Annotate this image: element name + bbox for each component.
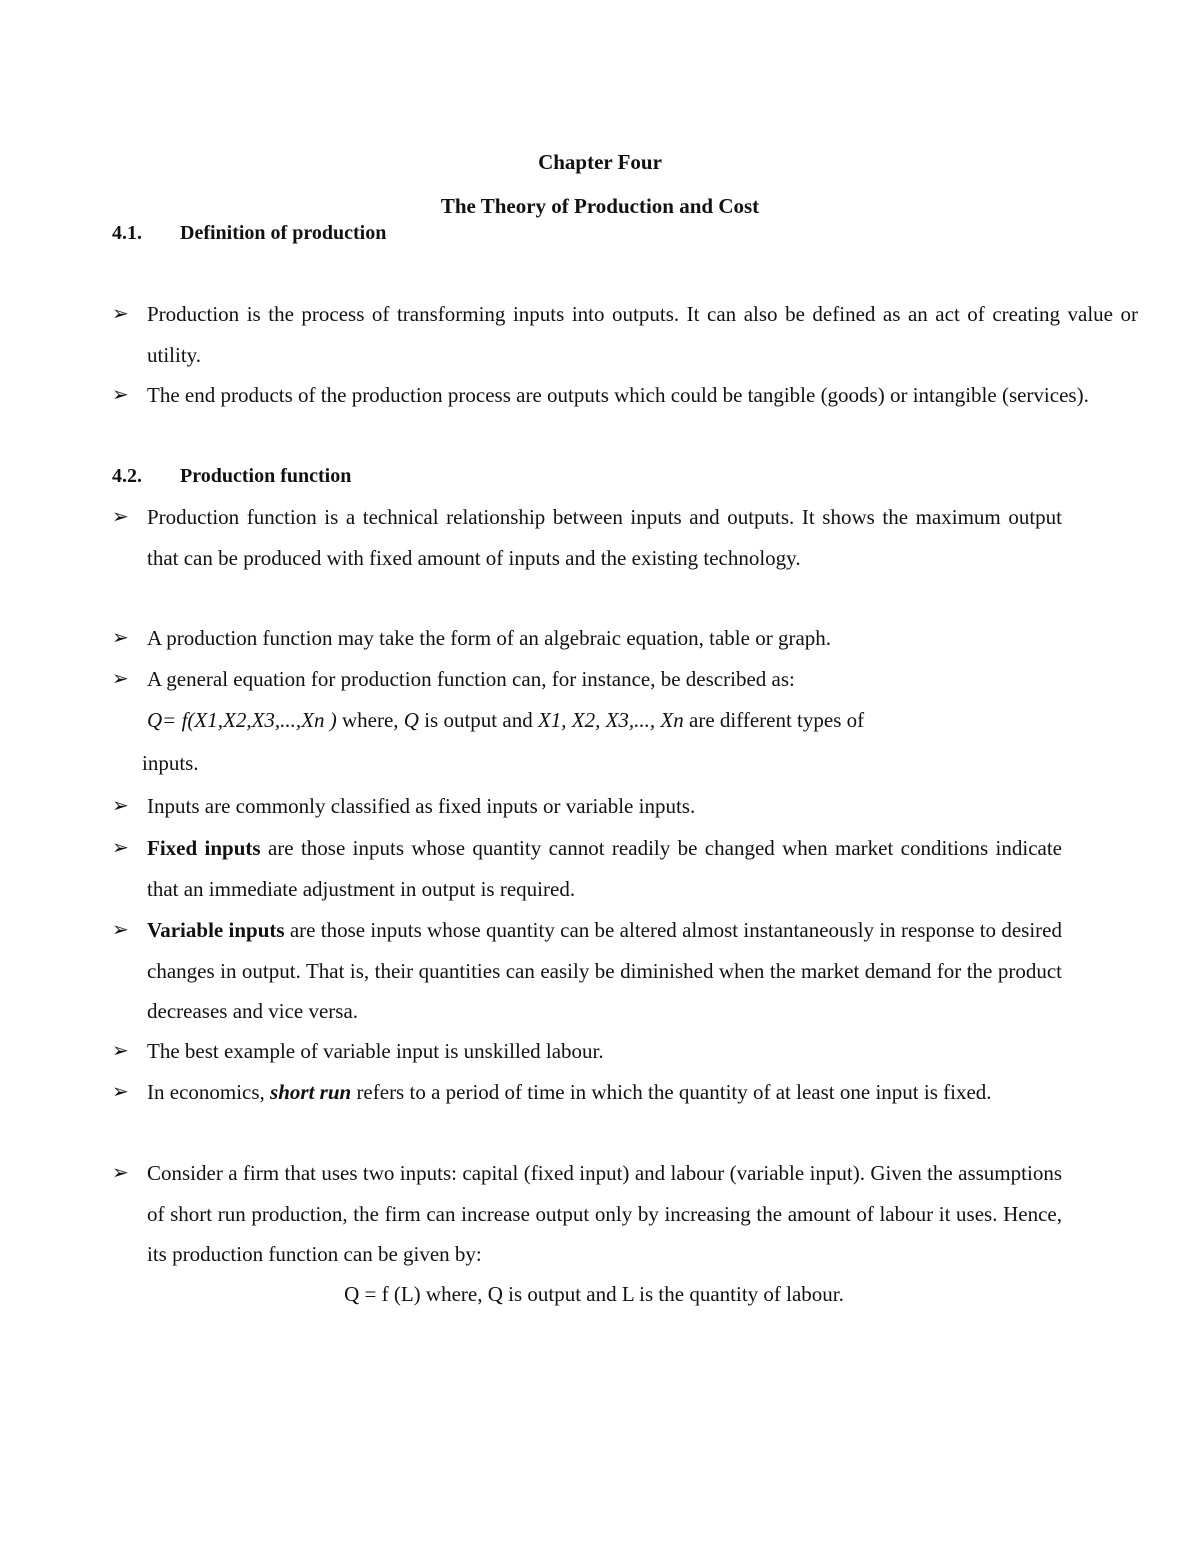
arrow-bullet-icon: ➢ [112,1162,129,1184]
list-item: ➢ The end products of the production process are outputs which could be tangible (goods) or intangible (services). [112,375,1138,416]
arrow-bullet-icon: ➢ [112,1081,129,1103]
list-item: ➢ A general equation for production function can, for instance, be described as: [112,659,1062,700]
page-title: The Theory of Production and Cost [440,194,760,218]
list-item: ➢ In economics, short run refers to a period of time in which the quantity of at least one input is fixed. [112,1072,1062,1113]
chapter-label: Chapter Four [538,150,662,174]
section-title: Definition of production [180,222,387,244]
general-equation: Q= f(X1,X2,X3,...,Xn ) [147,708,337,732]
list-item: ➢ Fixed inputs are those inputs whose quantity cannot readily be changed when market conditions indicate that an immediate adjustment in output is required. [112,828,1062,909]
list-item: ➢ Variable inputs are those inputs whose quantity can be altered almost instantaneously in response to desired changes in output. That is, their quantities can easily be diminished when the market demand for the product decreases and vice versa. [112,910,1062,1032]
section-number: 4.1. [112,222,142,244]
equation-line: Q= f(X1,X2,X3,...,Xn ) where, Q is output and X1, X2, X3,..., Xn are different types of [147,708,865,732]
list-item: ➢ Production is the process of transforming inputs into outputs. It can also be defined as an act of creating value or utility. [112,294,1138,375]
equation-continuation: inputs. [142,751,199,775]
section-number: 4.2. [112,465,142,487]
list-item: ➢ Consider a firm that uses two inputs: capital (fixed input) and labour (variable input). Given the assumptions of short run production, the firm can increase output only by increasing the amount of labour it uses. Hence, its production function can be given by: [112,1153,1062,1275]
arrow-bullet-icon: ➢ [112,919,129,941]
arrow-bullet-icon: ➢ [112,1040,129,1062]
arrow-bullet-icon: ➢ [112,668,129,690]
section-heading-4-2 [112,465,351,488]
arrow-bullet-icon: ➢ [112,837,129,859]
list-item: ➢ Inputs are commonly classified as fixed inputs or variable inputs. [112,786,1062,827]
list-item: ➢ A production function may take the form of an algebraic equation, table or graph. [112,618,1062,659]
labour-equation: Q = f (L) where, Q is output and L is the quantity of labour. [344,1282,844,1306]
list-item: ➢ Production function is a technical relationship between inputs and outputs. It shows the maximum output that can be produced with fixed amount of inputs and the existing technology. [112,497,1062,578]
arrow-bullet-icon: ➢ [112,303,129,325]
arrow-bullet-icon: ➢ [112,627,129,649]
list-item: ➢ The best example of variable input is unskilled labour. [112,1031,1062,1072]
arrow-bullet-icon: ➢ [112,795,129,817]
arrow-bullet-icon: ➢ [112,506,129,528]
section-heading-4-1 [112,222,386,245]
arrow-bullet-icon: ➢ [112,384,129,406]
section-title: Production function [180,465,352,487]
